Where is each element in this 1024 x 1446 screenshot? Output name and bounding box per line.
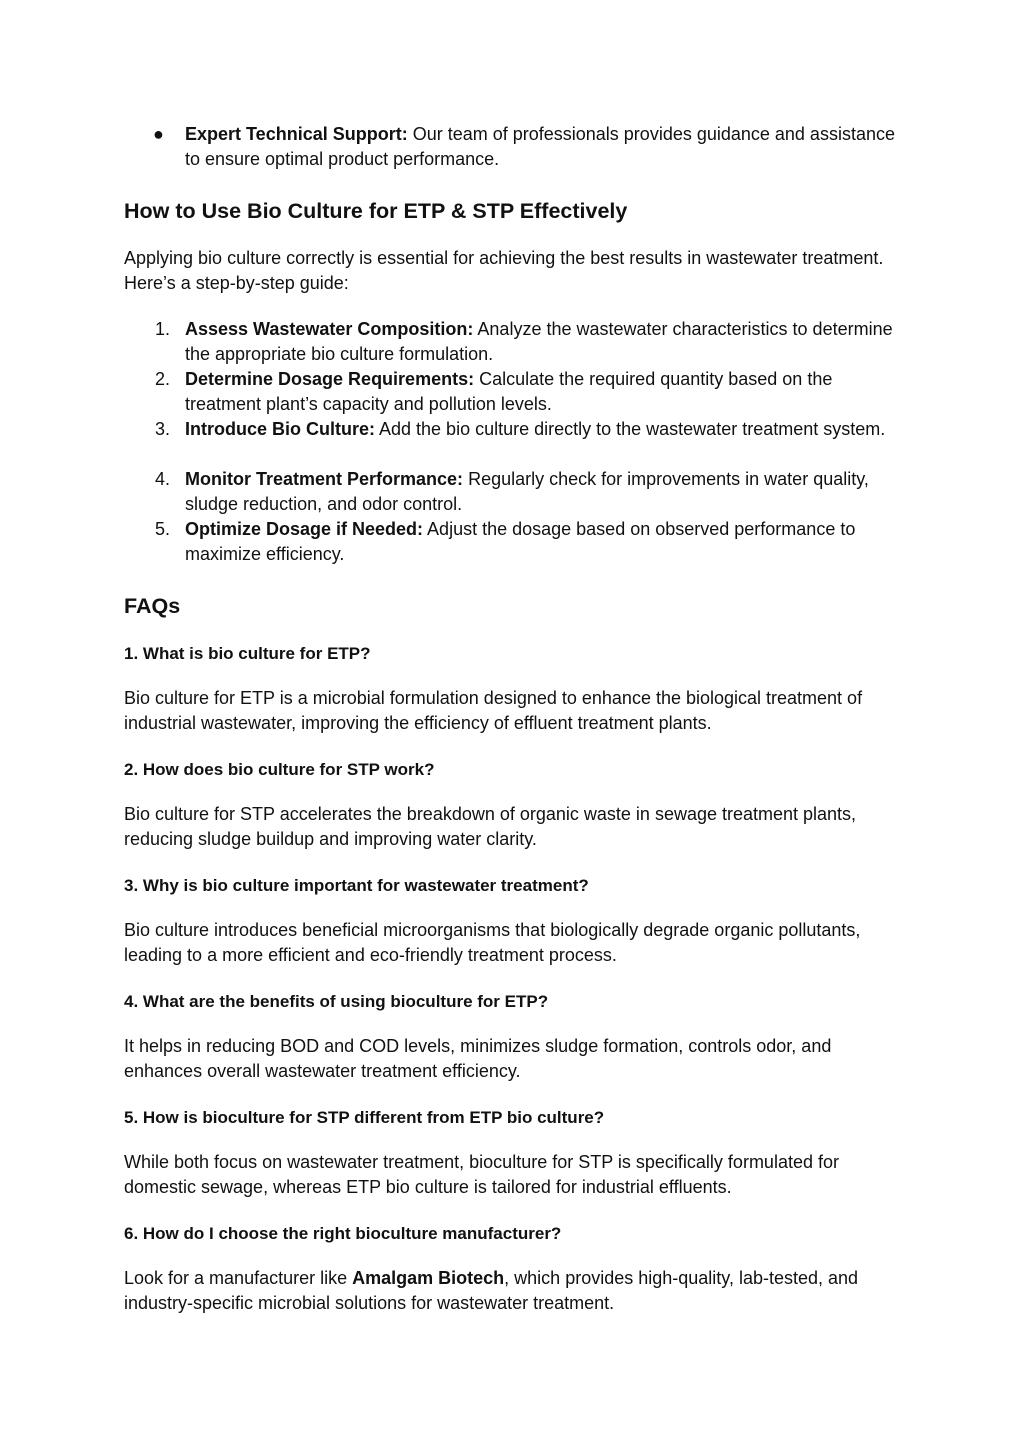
step-text — [185, 467, 905, 517]
step-number: 3. — [155, 419, 171, 439]
step-number: 4. — [155, 469, 171, 489]
list-item — [124, 317, 914, 367]
step-text — [185, 417, 905, 442]
step-title: Monitor Treatment Performance: — [185, 469, 464, 489]
usage-steps-list — [124, 317, 914, 567]
step-text — [185, 367, 905, 417]
bullet-body: Our team of professionals provides guidance and assistance to ensure optimal product performance. — [185, 124, 895, 169]
step-text — [185, 317, 905, 367]
step-body: Regularly check for improvements in water quality, sludge reduction, and odor control. — [185, 469, 869, 514]
step-text — [185, 517, 905, 567]
list-item — [124, 467, 914, 517]
faq-question: 4. What are the benefits of using bioculture for ETP? — [124, 992, 549, 1011]
faq-answer: Bio culture for STP accelerates the breakdown of organic waste in sewage treatment plants, reducing sludge buildup and improving water clarity. — [124, 804, 857, 849]
bullet-text — [185, 122, 905, 172]
faq-answer: While both focus on wastewater treatment, bioculture for STP is specifically formulated for domestic sewage, whereas ETP bio culture is tailored for industrial effluents. — [124, 1152, 839, 1197]
faq-answer: It helps in reducing BOD and COD levels, minimizes sludge formation, controls odor, and enhances overall wastewater treatment efficiency. — [124, 1036, 832, 1081]
faq-question: 3. Why is bio culture important for wastewater treatment? — [124, 876, 589, 895]
faq-answer: Bio culture for ETP is a microbial formulation designed to enhance the biological treatment of industrial wastewater, improving the efficiency of effluent treatment plants. — [124, 688, 863, 733]
step-title: Introduce Bio Culture: — [185, 419, 375, 439]
step-number: 2. — [155, 369, 171, 389]
usage-intro-paragraph: Applying bio culture correctly is essential for achieving the best results in wastewater treatment. Here’s a step-by-step guide: — [124, 248, 884, 293]
faq-answer: Bio culture introduces beneficial microorganisms that biologically degrade organic pollutants, leading to a more efficient and eco-friendly treatment process. — [124, 920, 861, 965]
faq-question: 2. How does bio culture for STP work? — [124, 760, 435, 779]
faq-answer-text: Look for a manufacturer like — [124, 1268, 353, 1288]
step-body: Add the bio culture directly to the wastewater treatment system. — [375, 419, 886, 439]
step-body: Analyze the wastewater characteristics to determine the appropriate bio culture formulation. — [185, 319, 893, 364]
list-item — [124, 367, 914, 417]
company-name: Amalgam Biotech — [352, 1268, 505, 1288]
step-number: 1. — [155, 319, 171, 339]
faq-question: 6. How do I choose the right bioculture manufacturer? — [124, 1224, 562, 1243]
faq-question: 5. How is bioculture for STP different from ETP bio culture? — [124, 1108, 605, 1127]
section-heading-faqs: FAQs — [124, 594, 181, 618]
step-number: 5. — [155, 519, 171, 539]
list-item — [124, 517, 914, 567]
bullet-marker: ● — [153, 124, 164, 144]
step-body: Adjust the dosage based on observed performance to maximize efficiency. — [185, 519, 856, 564]
bullet-title: Expert Technical Support: — [185, 124, 408, 144]
step-title: Assess Wastewater Composition: — [185, 319, 474, 339]
faq-answer — [124, 1266, 914, 1316]
faq-answer-text: , which provides high-quality, lab-tested, and industry-specific microbial solutions for wastewater treatment. — [124, 1268, 859, 1313]
step-title: Determine Dosage Requirements: — [185, 369, 475, 389]
step-body: Calculate the required quantity based on the treatment plant’s capacity and pollution levels. — [185, 369, 833, 414]
step-title: Optimize Dosage if Needed: — [185, 519, 424, 539]
faq-question: 1. What is bio culture for ETP? — [124, 644, 371, 663]
section-heading-usage: How to Use Bio Culture for ETP & STP Effectively — [124, 199, 628, 223]
list-item — [124, 417, 914, 467]
